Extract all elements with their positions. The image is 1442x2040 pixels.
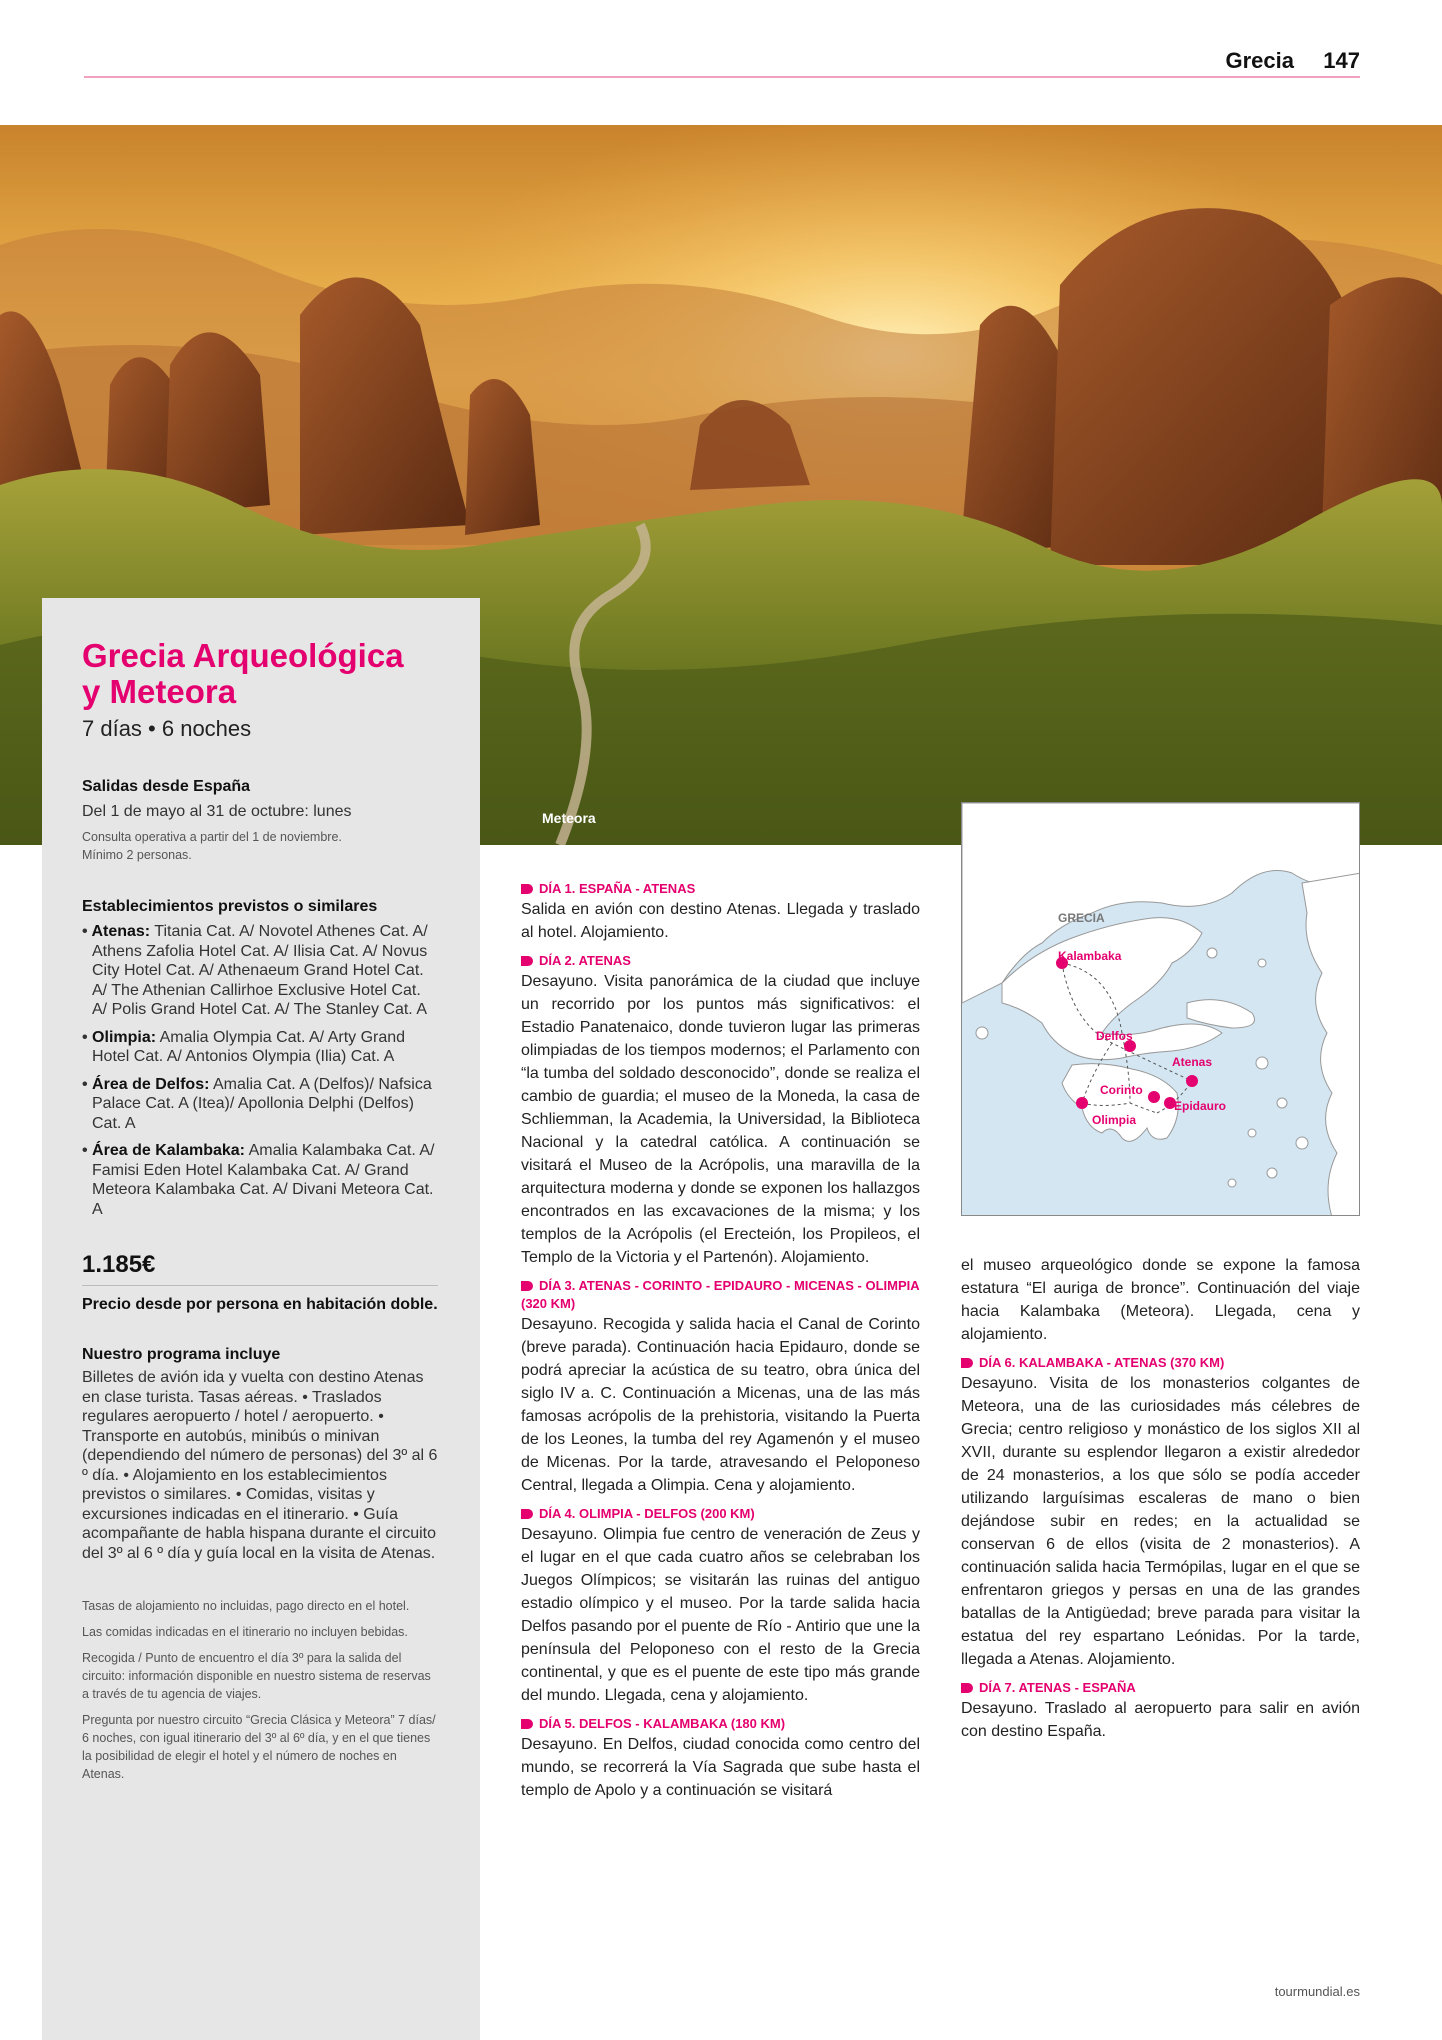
day-2-heading: DÍA 2. ATENAS <box>521 952 920 970</box>
hotel-region: Área de Kalambaka: <box>92 1142 246 1159</box>
arrow-icon <box>521 884 533 894</box>
day-3-text: Desayuno. Recogida y salida hacia el Canal de Corinto (breve parada). Continuación hacia Epidauro, donde se podrá apreciar la acústica de su teatro, obra única del siglo IV a. C. Continuación a Micenas, una de las más famosas acrópolis de la prehistoria, visitando la Puerta de los Leones, la tumba del rey Agamenón y el museo de Micenas. Por la tarde, atravesando el Peloponeso Central, llegada a Olimpia. Cena y alojamiento. <box>521 1316 920 1494</box>
hotel-region: Olimpia: <box>92 1028 157 1046</box>
day-7-text: Desayuno. Traslado al aeropuerto para salir en avión con destino España. <box>961 1700 1360 1740</box>
hotel-names: Amalia Cat. A (Delfos)/ Nafsica Palace Cat. A (Itea)/ Apollonia Delphi (Delfos) Cat. A <box>92 1075 432 1132</box>
hotel-names: Amalia Olympia Cat. A/ Arty Grand Hotel Cat. A/ Antonios Olympia (Ilia) Cat. A <box>92 1028 406 1065</box>
hotel-region: Atenas: <box>91 923 151 940</box>
note: Pregunta por nuestro circuito “Grecia Clásica y Meteora” 7 días/ 6 noches, con igual itinerario del 3º al 6º día, y en el que tienes la posibilidad de elegir el hotel y el número de noches en Atenas. <box>82 1713 436 1781</box>
hotel-item-olimpia: • Olimpia: Amalia Olympia Cat. A/ Arty Grand Hotel Cat. A/ Antonios Olympia (Ilia) Cat. A <box>82 1028 406 1065</box>
day-6-text: Desayuno. Visita de los monasterios colgantes de Meteora, una de las curiosidades más célebres de Grecia; centro religioso y monástico de los siglos XII al XVII, durante su esplendor llegaron a existir alrededor de 24 monasterios, a los que sólo se podía acceder utilizando larguísimas escaleras de mano o bien dejándose subir en redes; en la actualidad se conservan 6 de ellos (visita de 2 monasterios). A continuación salida hacia Termópilas, lugar en el que se enfrentaron griegos y persas en una de las grandes batallas de la Antigüedad; breve parada para visitar la estatua del rey espartano Leónidas. Por la tarde, llegada a Atenas. Alojamiento. <box>961 1375 1360 1668</box>
arrow-icon <box>961 1358 973 1368</box>
note: Las comidas indicadas en el itinerario no incluyen bebidas. <box>82 1625 408 1639</box>
hotel-region: Área de Delfos: <box>92 1075 210 1093</box>
hero-caption: Meteora <box>542 810 596 826</box>
map-city-delfos: Delfos <box>1096 1029 1133 1043</box>
hotel-item-atenas: • Atenas: Titania Cat. A/ Novotel Athenes Cat. A/ Athens Zafolia Hotel Cat. A/ Ilisia Cat. A/ Novus City Hotel Cat. A/ Athenaeum Grand Hotel Cat. A/ The Athenian Callirhoe Exclusive Hotel Cat. A/ Polis Grand Hotel Cat. A/ The Stanley Cat. A <box>82 923 428 1018</box>
note: Tasas de alojamiento no incluidas, pago directo en el hotel. <box>82 1599 410 1613</box>
trip-title-line-2: y Meteora <box>82 673 237 710</box>
map-city-olimpia: Olimpia <box>1092 1113 1137 1127</box>
includes-heading: Nuestro programa incluye <box>82 1346 281 1363</box>
itinerary-column-1 <box>521 880 920 1802</box>
arrow-icon <box>521 1719 533 1729</box>
notes <box>82 1597 438 1783</box>
departures-note-2: Mínimo 2 personas. <box>82 848 192 862</box>
day-5-text: Desayuno. En Delfos, ciudad conocida como centro del mundo, se recorrerá la Vía Sagrada que sube hasta el templo de Apolo y a continuación se visitará <box>521 1736 920 1799</box>
footer-url: tourmundial.es <box>1274 1984 1360 1999</box>
hotel-item-delfos: • Área de Delfos: Amalia Cat. A (Delfos)/ Nafsica Palace Cat. A (Itea)/ Apollonia Delphi (Delfos) Cat. A <box>82 1075 432 1132</box>
map-city-epidauro: Epidauro <box>1174 1099 1227 1113</box>
trip-title <box>82 638 438 710</box>
day-6-heading: DÍA 6. KALAMBAKA - ATENAS (370 KM) <box>961 1354 1360 1372</box>
price-description: Precio desde por persona en habitación doble. <box>82 1296 438 1313</box>
hotel-item-kalambaka: • Área de Kalambaka: Amalia Kalambaka Cat. A/ Famisi Eden Hotel Kalambaka Cat. A/ Grand Meteora Kalambaka Cat. A/ Divani Meteora Cat. A <box>82 1142 435 1218</box>
arrow-icon <box>961 1683 973 1693</box>
day-4-heading: DÍA 4. OLIMPIA - DELFOS (200 KM) <box>521 1505 920 1523</box>
departures-text: Del 1 de mayo al 31 de octubre: lunes <box>82 803 352 820</box>
hotel-names: Titania Cat. A/ Novotel Athenes Cat. A/ Athens Zafolia Hotel Cat. A/ Ilisia Cat. A/ Novus City Hotel Cat. A/ Athenaeum Grand Hotel Cat. A/ The Athenian Callirhoe Exclusive Hotel Cat. A/ Polis Grand Hotel Cat. A/ The Stanley Cat. A <box>92 923 428 1018</box>
map-country-label: GRECIA <box>1058 911 1105 925</box>
arrow-icon <box>521 1509 533 1519</box>
note: Recogida / Punto de encuentro el día 3º para la salida del circuito: información disponible en nuestro sistema de reservas a través de tu agencia de viajes. <box>82 1651 431 1701</box>
arrow-icon <box>521 956 533 966</box>
itinerary-column-2 <box>961 1254 1360 1743</box>
departures-heading: Salidas desde España <box>82 778 251 795</box>
trip-title-line-1: Grecia Arqueológica <box>82 637 404 674</box>
section-title: Grecia <box>1225 48 1294 73</box>
trip-duration: 7 días • 6 noches <box>82 716 252 741</box>
departures-note-1: Consulta operativa a partir del 1 de noviembre. <box>82 830 342 844</box>
day-2-text: Desayuno. Visita panorámica de la ciudad que incluye un recorrido por los puntos más significativos: el Estadio Panatenaico, donde tuvieron lugar las primeras olimpiadas de los tiempos modernos; el Parlamento con “la tumba del soldado desconocido”, donde se realiza el cambio de guardia; el museo de la Moneda, la casa de Schliemman, la Academia, la Universidad, la Biblioteca Nacional y la catedral católica. A continuación se visitará el Museo de la Acrópolis, una maravilla de la arquitectura moderna y donde se exponen los hallazgos encontrados en las excavaciones de la misma; y los templos de la Acrópolis (el Erecteión, los Propileos, el Templo de la Victoria y el Partenón). Alojamiento. <box>521 973 920 1266</box>
hotel-names: Amalia Kalambaka Cat. A/ Famisi Eden Hotel Kalambaka Cat. A/ Grand Meteora Kalambaka Cat. A/ Divani Meteora Cat. A <box>92 1142 435 1218</box>
day-5-heading: DÍA 5. DELFOS - KALAMBAKA (180 KM) <box>521 1715 920 1733</box>
price: 1.185€ <box>82 1251 438 1286</box>
map-city-atenas: Atenas <box>1172 1055 1213 1069</box>
map-city-corinto: Corinto <box>1100 1083 1143 1097</box>
day-1-heading: DÍA 1. ESPAÑA - ATENAS <box>521 880 920 898</box>
greece-map-illustration <box>962 803 1360 1216</box>
page-header <box>84 0 1360 78</box>
day-7-heading: DÍA 7. ATENAS - ESPAÑA <box>961 1679 1360 1697</box>
hotel-list <box>82 922 438 1219</box>
map-city-kalambaka: Kalambaka <box>1058 949 1122 963</box>
day-5-text-continued: el museo arqueológico donde se expone la famosa estatura “El auriga de bronce”. Continuación del viaje hacia Kalambaka (Meteora). Llegada, cena y alojamiento. <box>961 1257 1360 1343</box>
day-4-text: Desayuno. Olimpia fue centro de veneración de Zeus y el lugar en el que cada cuatro años se celebraban los Juegos Olímpicos; se visitarán las ruinas del antiguo estadio olímpico y el museo. Por la tarde salida hacia Delfos pasando por el puente de Río - Antirio que une la península del Peloponeso con el resto de la Grecia continental, y que es el puente de este tipo más grande del mundo. Llegada, cena y alojamiento. <box>521 1526 920 1704</box>
route-map <box>961 802 1360 1216</box>
arrow-icon <box>521 1281 533 1291</box>
page-number: 147 <box>1323 48 1360 73</box>
day-3-heading: DÍA 3. ATENAS - CORINTO - EPIDAURO - MICENAS - OLIMPIA (320 KM) <box>521 1278 920 1311</box>
hotels-heading: Establecimientos previstos o similares <box>82 898 378 915</box>
info-sidebar <box>42 598 480 2040</box>
includes-text: Billetes de avión ida y vuelta con destino Atenas en clase turista. Tasas aéreas. • Traslados regulares aeropuerto / hotel / aeropuerto. • Transporte en autobús, minibús o minivan (dependiendo del número de personas) del 3º al 6 º día. • Alojamiento en los establecimientos previstos o similares. • Comidas, visitas y excursiones indicadas en el itinerario. • Guía acompañante de habla hispana durante el circuito del 3º al 6 º día y guía local en la visita de Atenas. <box>82 1369 438 1562</box>
day-1-text: Salida en avión con destino Atenas. Llegada y traslado al hotel. Alojamiento. <box>521 901 920 941</box>
